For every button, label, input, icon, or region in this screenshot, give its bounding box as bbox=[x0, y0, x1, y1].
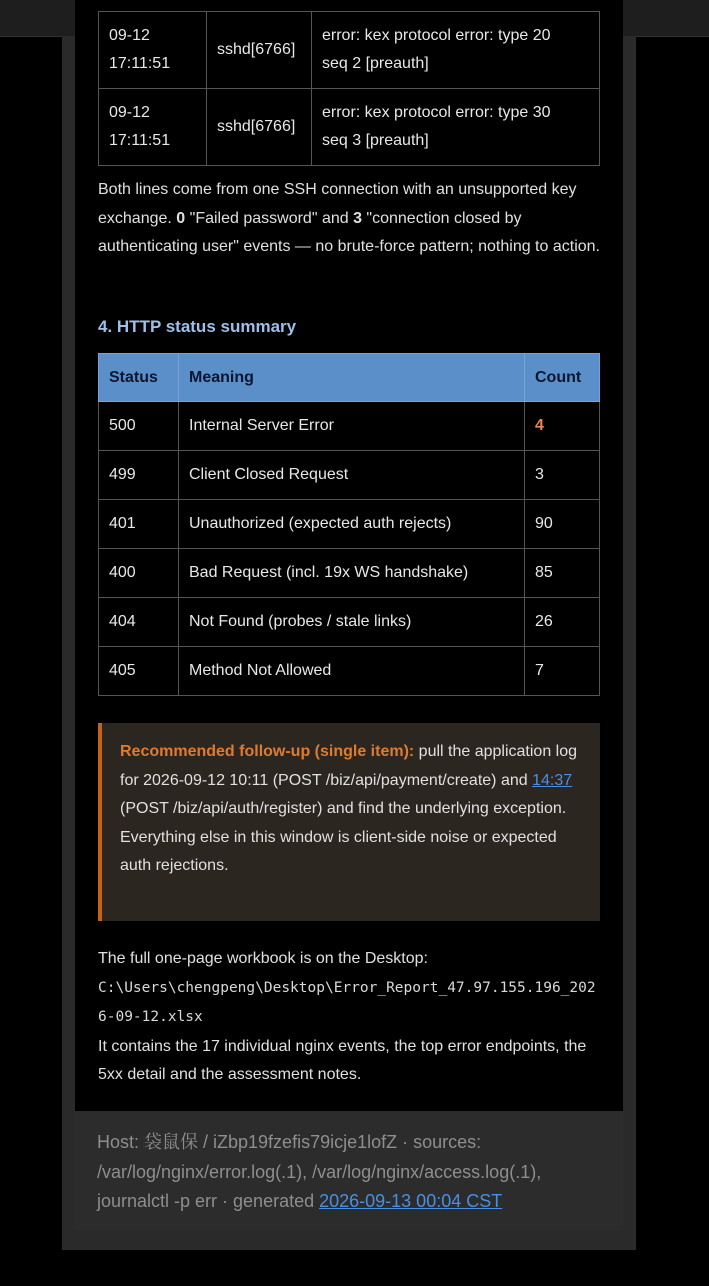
table-row bbox=[99, 12, 600, 89]
ssh-date-cell: 09-12 17:11:51 bbox=[99, 89, 207, 166]
ssh-summary-text: Both lines come from one SSH connection with an unsupported key exchange. 0 "Failed password" and 3 "connection closed by authenticating user" events — no brute-force pattern; nothing to action. bbox=[98, 181, 600, 255]
callout-text: Recommended follow-up (single item): pull the application log for 2026-09-12 10:11 (POST /biz/api/payment/create) and 14:37 (POST /biz/api/auth/register) and find the underlying exception. Everything else in this window is client-side noise or expected auth rejections. bbox=[120, 743, 578, 874]
count-cell: 85 bbox=[525, 549, 600, 598]
ssh-date-cell: 09-12 17:11:51 bbox=[99, 12, 207, 89]
count-cell: 26 bbox=[525, 598, 600, 647]
table-row bbox=[99, 89, 600, 166]
workbook-intro: The full one-page workbook is on the Desktop: bbox=[98, 950, 428, 967]
callout-lead: Recommended follow-up (single item): bbox=[120, 743, 415, 760]
status-cell: 401 bbox=[99, 500, 179, 549]
count-column-header: Count bbox=[525, 354, 600, 402]
count-cell: 3 bbox=[525, 451, 600, 500]
meaning-cell: Internal Server Error bbox=[179, 402, 525, 451]
status-cell: 499 bbox=[99, 451, 179, 500]
meaning-cell: Bad Request (incl. 19x WS handshake) bbox=[179, 549, 525, 598]
count-cell: 4 bbox=[525, 402, 600, 451]
section-heading: 4. HTTP status summary bbox=[98, 317, 297, 336]
ssh-message-cell: error: kex protocol error: type 30 seq 3 [preauth] bbox=[312, 89, 600, 166]
follow-up-callout bbox=[98, 723, 600, 921]
footer bbox=[75, 1111, 623, 1230]
count-cell: 7 bbox=[525, 647, 600, 696]
table-row bbox=[99, 647, 600, 696]
workbook-note bbox=[98, 945, 603, 1090]
status-column-header: Status bbox=[99, 354, 179, 402]
ssh-process-cell: sshd[6766] bbox=[207, 89, 312, 166]
table-row bbox=[99, 500, 600, 549]
ssh-process-cell: sshd[6766] bbox=[207, 12, 312, 89]
time-link[interactable]: 14:37 bbox=[532, 771, 573, 789]
http-status-table bbox=[98, 353, 600, 696]
ssh-message-cell: error: kex protocol error: type 20 seq 2 [preauth] bbox=[312, 12, 600, 89]
table-row bbox=[99, 402, 600, 451]
meaning-cell: Method Not Allowed bbox=[179, 647, 525, 696]
meaning-cell: Not Found (probes / stale links) bbox=[179, 598, 525, 647]
meaning-cell: Client Closed Request bbox=[179, 451, 525, 500]
status-cell: 404 bbox=[99, 598, 179, 647]
table-row bbox=[99, 451, 600, 500]
workbook-description: It contains the 17 individual nginx events, the top error endpoints, the 5xx detail and the assessment notes. bbox=[98, 1037, 587, 1083]
workbook-path: C:\Users\chengpeng\Desktop\Error_Report_47.97.155.196_2026-09-12.xlsx bbox=[98, 979, 596, 1025]
status-cell: 500 bbox=[99, 402, 179, 451]
table-row bbox=[99, 549, 600, 598]
status-cell: 400 bbox=[99, 549, 179, 598]
generated-time-link[interactable]: 2026-09-13 00:04 CST bbox=[319, 1191, 503, 1211]
footer-text: Host: 袋鼠保 / iZbp19fzefis79icje1lofZ · sources: /var/log/nginx/error.log(.1), /var/log/nginx/access.log(.1), journalctl -p err · generated bbox=[97, 1132, 542, 1211]
meaning-column-header: Meaning bbox=[179, 354, 525, 402]
status-cell: 405 bbox=[99, 647, 179, 696]
table-header-row bbox=[99, 354, 600, 402]
count-cell: 90 bbox=[525, 500, 600, 549]
meaning-cell: Unauthorized (expected auth rejects) bbox=[179, 500, 525, 549]
ssh-log-table bbox=[98, 11, 600, 166]
table-row bbox=[99, 598, 600, 647]
